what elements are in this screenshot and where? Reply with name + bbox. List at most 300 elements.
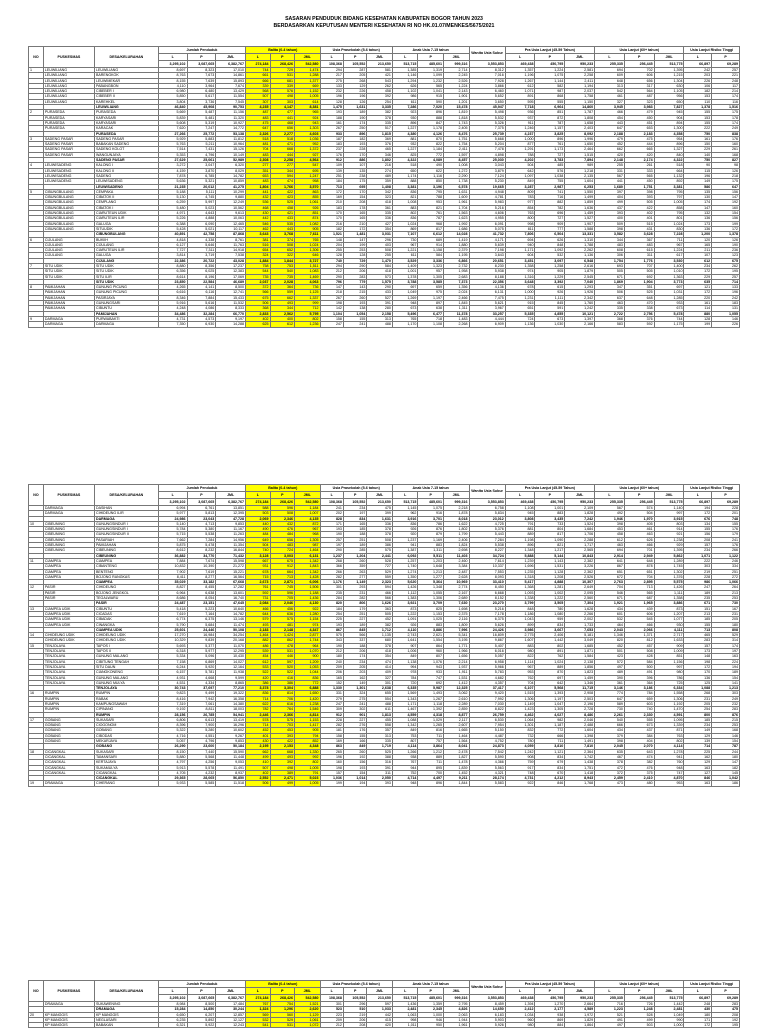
- value-cell: 3,097: [535, 258, 565, 263]
- value-cell: 386: [246, 680, 270, 685]
- value-cell: 5,977: [187, 649, 216, 654]
- column-header-balita: Balita (0-4 tahun): [246, 981, 320, 988]
- value-cell: 20,012: [187, 184, 216, 189]
- value-cell: 611: [392, 253, 418, 258]
- value-cell: 1,005: [295, 94, 321, 99]
- puskesmas-name: CIAMPEA UDIK: [43, 617, 94, 622]
- value-cell: 14,772: [216, 126, 246, 131]
- column-subheader: P: [624, 492, 654, 499]
- value-cell: 135: [684, 189, 712, 194]
- value-cell: 11,354: [216, 543, 246, 548]
- value-cell: 661: [246, 73, 270, 78]
- value-cell: 744: [654, 316, 684, 321]
- value-cell: 735: [270, 274, 294, 279]
- value-cell: 1,436: [295, 596, 321, 601]
- value-cell: 2,024: [443, 290, 469, 295]
- value-cell: 1,227: [392, 147, 418, 152]
- puskesmas-name: KP MANGGIS: [43, 1023, 94, 1028]
- value-cell: 7,286: [392, 105, 418, 110]
- value-cell: 508: [270, 511, 294, 516]
- value-cell: 1,423: [505, 707, 535, 712]
- value-cell: 1,992: [443, 221, 469, 226]
- value-cell: 750: [684, 158, 712, 163]
- value-cell: 10,390: [187, 564, 216, 569]
- value-cell: 180: [320, 654, 343, 659]
- desa-name: BABAKAN: [94, 1023, 158, 1028]
- value-cell: 483: [270, 543, 294, 548]
- desa-name: SADENG PASAR: [94, 158, 158, 163]
- value-cell: 471: [270, 142, 294, 147]
- value-cell: 504: [505, 163, 535, 168]
- value-cell: 247: [320, 322, 343, 327]
- value-cell: 1,000: [418, 1012, 444, 1017]
- value-cell: 1,136: [565, 253, 595, 258]
- value-cell: 967: [392, 242, 418, 247]
- value-cell: 957: [418, 269, 444, 274]
- value-cell: 2,268: [443, 322, 469, 327]
- value-cell: 507: [246, 94, 270, 99]
- value-cell: 3,945: [595, 105, 625, 110]
- value-cell: 1,024: [392, 221, 418, 226]
- total-value: 6,382,767: [216, 61, 246, 68]
- value-cell: 178: [712, 115, 740, 120]
- value-cell: 7,373: [443, 279, 469, 284]
- value-cell: 1,224: [654, 248, 684, 253]
- value-cell: 335: [367, 211, 393, 216]
- value-cell: 14,028: [443, 232, 469, 237]
- value-cell: 128: [343, 253, 366, 258]
- total-value: 513,775: [654, 995, 684, 1002]
- value-cell: 25,061: [187, 158, 216, 163]
- column-header-pra-usia-lanjut: Pra Usia Lanjut (45-59 Tahun): [505, 47, 594, 54]
- value-cell: 1,030: [535, 322, 565, 327]
- value-cell: 697: [392, 285, 418, 290]
- value-cell: 1,114: [505, 659, 535, 664]
- column-subheader: P: [535, 492, 565, 499]
- value-cell: 1,452: [443, 770, 469, 775]
- value-cell: 2,459: [595, 776, 625, 781]
- value-cell: 5,646: [187, 242, 216, 247]
- value-cell: 2,833: [246, 311, 270, 316]
- value-cell: 896: [654, 142, 684, 147]
- value-cell: 765: [392, 316, 418, 321]
- value-cell: 422: [624, 205, 654, 210]
- value-cell: 19,322: [216, 691, 246, 696]
- value-cell: 941: [392, 543, 418, 548]
- value-cell: 533: [246, 664, 270, 669]
- desa-name: CIANGKONENG: [94, 670, 158, 675]
- value-cell: 786: [654, 675, 684, 680]
- value-cell: 213: [712, 590, 740, 595]
- value-cell: 1,829: [565, 1017, 595, 1022]
- value-cell: 199: [320, 781, 343, 786]
- value-cell: 847: [418, 120, 444, 125]
- value-cell: 2,478: [443, 749, 469, 754]
- desa-name: MEKARJAYA: [94, 739, 158, 744]
- value-cell: 8,416: [158, 696, 187, 701]
- value-cell: 11,518: [216, 781, 246, 786]
- table-row: [29, 1023, 740, 1028]
- value-cell: 541: [246, 1023, 270, 1028]
- value-cell: 727: [367, 564, 393, 569]
- value-cell: 12,857: [216, 1012, 246, 1017]
- value-cell: 7,954: [469, 723, 505, 728]
- value-cell: 10,832: [158, 564, 187, 569]
- value-cell: 584: [367, 263, 393, 268]
- column-subheader: L: [392, 492, 418, 499]
- value-cell: 1,277: [418, 574, 444, 579]
- value-cell: 567: [595, 506, 625, 511]
- value-cell: 34,770: [187, 553, 216, 558]
- population-table-page-1: [28, 46, 740, 328]
- value-cell: 11,763: [216, 242, 246, 247]
- value-cell: 238: [343, 173, 366, 178]
- value-cell: 4,136: [469, 285, 505, 290]
- value-cell: 1,258: [535, 263, 565, 268]
- value-cell: 584: [624, 659, 654, 664]
- value-cell: 10,640: [216, 606, 246, 611]
- value-cell: 3,435: [535, 516, 565, 521]
- value-cell: 188: [343, 532, 366, 537]
- value-cell: 834: [343, 516, 366, 521]
- value-cell: 11,263: [216, 532, 246, 537]
- value-cell: 13,601: [216, 590, 246, 595]
- value-cell: 2,245: [443, 73, 469, 78]
- value-cell: 1,088: [684, 686, 712, 691]
- value-cell: 3,964: [187, 83, 216, 88]
- value-cell: 1,907: [565, 221, 595, 226]
- value-cell: 401: [246, 733, 270, 738]
- value-cell: 344: [270, 168, 294, 173]
- value-cell: 945: [654, 110, 684, 115]
- desa-name: PASIR: [94, 601, 158, 606]
- value-cell: 8,396: [158, 723, 187, 728]
- value-cell: 1,242: [505, 749, 535, 754]
- value-cell: 484: [270, 532, 294, 537]
- value-cell: 206: [343, 269, 366, 274]
- value-cell: 2,775: [505, 633, 535, 638]
- value-cell: 740: [246, 548, 270, 553]
- value-cell: 896: [418, 781, 444, 786]
- value-cell: 8,612: [158, 548, 187, 553]
- column-subheader: P: [343, 988, 366, 995]
- value-cell: 1,658: [565, 120, 595, 125]
- value-cell: 828: [320, 516, 343, 521]
- value-cell: 1,631: [343, 105, 366, 110]
- value-cell: 952: [295, 142, 321, 147]
- value-cell: 42,758: [187, 232, 216, 237]
- value-cell: 712: [295, 306, 321, 311]
- value-cell: 611: [367, 707, 393, 712]
- value-cell: 441: [595, 179, 625, 184]
- puskesmas-name: CIBUNGBULANG: [43, 226, 94, 231]
- value-cell: 2,063: [443, 1012, 469, 1017]
- value-cell: 193: [320, 622, 343, 627]
- value-cell: 479: [624, 110, 654, 115]
- value-cell: 515: [624, 221, 654, 226]
- value-cell: 1,397: [565, 316, 595, 321]
- value-cell: 559: [367, 574, 393, 579]
- value-cell: 1,878: [443, 511, 469, 516]
- value-cell: 3,866: [469, 83, 505, 88]
- value-cell: 936: [505, 110, 535, 115]
- value-cell: 190: [320, 643, 343, 648]
- value-cell: 5,230: [469, 179, 505, 184]
- value-cell: 17,270: [158, 633, 187, 638]
- value-cell: 5,188: [158, 189, 187, 194]
- value-cell: 1,000: [505, 136, 535, 141]
- value-cell: 182: [320, 226, 343, 231]
- puskesmas-name: TENJOLAYA: [43, 659, 94, 664]
- desa-name: SITU ILIR: [94, 274, 158, 279]
- value-cell: 729: [343, 258, 366, 263]
- value-cell: 3,031: [367, 232, 393, 237]
- value-cell: 980: [654, 670, 684, 675]
- total-value: 3,295,102: [158, 61, 187, 68]
- value-cell: 659: [418, 285, 444, 290]
- value-cell: 569: [246, 1012, 270, 1017]
- value-cell: 568: [246, 89, 270, 94]
- desa-name: CIBODAS: [94, 733, 158, 738]
- value-cell: 2,288: [565, 537, 595, 542]
- value-cell: 3,003: [270, 553, 294, 558]
- value-cell: 926: [535, 290, 565, 295]
- value-cell: 248: [712, 78, 740, 83]
- value-cell: 606: [624, 611, 654, 616]
- value-cell: 772: [418, 152, 444, 157]
- value-cell: 713: [684, 627, 712, 632]
- value-cell: 7,284: [469, 537, 505, 542]
- value-cell: 6,092: [392, 553, 418, 558]
- value-cell: 758: [246, 263, 270, 268]
- value-cell: 1,212: [418, 749, 444, 754]
- value-cell: 1,201: [443, 99, 469, 104]
- value-cell: 261: [624, 163, 654, 168]
- puskesmas-name: PASIR: [43, 590, 94, 595]
- value-cell: 2,411: [565, 78, 595, 83]
- value-cell: 6,235: [158, 1017, 187, 1022]
- value-cell: 915: [505, 301, 535, 306]
- desa-name: GUNUNG PICUNG: [94, 285, 158, 290]
- value-cell: 1,751: [443, 136, 469, 141]
- value-cell: 132: [684, 211, 712, 216]
- value-cell: 251: [320, 173, 343, 178]
- value-cell: 154: [712, 675, 740, 680]
- value-cell: 802: [295, 760, 321, 765]
- puskesmas-name: GOBANG: [43, 733, 94, 738]
- value-cell: 5,997: [187, 200, 216, 205]
- value-cell: 171: [684, 1017, 712, 1022]
- value-cell: 11,474: [216, 622, 246, 627]
- value-cell: 11,448: [216, 754, 246, 759]
- value-cell: 147: [684, 205, 712, 210]
- value-cell: 1,149: [343, 580, 366, 585]
- value-cell: 1,363: [654, 274, 684, 279]
- value-cell: 7,350: [158, 322, 187, 327]
- value-cell: 4,752: [469, 739, 505, 744]
- value-cell: 416: [270, 675, 294, 680]
- value-cell: 193: [343, 301, 366, 306]
- value-cell: 1,150: [565, 99, 595, 104]
- value-cell: 335: [367, 739, 393, 744]
- value-cell: 1,174: [392, 173, 418, 178]
- value-cell: 228: [320, 717, 343, 722]
- value-cell: 2,289: [443, 701, 469, 706]
- column-subheader: L: [158, 492, 187, 499]
- value-cell: 1,394: [505, 1002, 535, 1007]
- value-cell: 760: [654, 760, 684, 765]
- value-cell: 1,118: [418, 701, 444, 706]
- value-cell: 1,265: [418, 723, 444, 728]
- value-cell: 3,186: [624, 686, 654, 691]
- column-subheader: L: [392, 988, 418, 995]
- value-cell: 473: [595, 781, 625, 786]
- value-cell: 821: [535, 543, 565, 548]
- value-cell: 1,041: [418, 89, 444, 94]
- value-cell: 642: [535, 680, 565, 685]
- value-cell: 933: [418, 670, 444, 675]
- value-cell: 208: [712, 1012, 740, 1017]
- value-cell: 812: [624, 638, 654, 643]
- column-header-no: NO: [29, 981, 44, 1002]
- value-cell: 891: [505, 94, 535, 99]
- value-cell: 675: [712, 258, 740, 263]
- value-cell: 714: [246, 723, 270, 728]
- value-cell: 2,877: [295, 633, 321, 638]
- value-cell: 131: [712, 306, 740, 311]
- puskesmas-name: CIAMPEA: [43, 558, 94, 563]
- value-cell: 825: [392, 152, 418, 157]
- desa-name: SUKASARI: [94, 717, 158, 722]
- value-cell: 41,275: [216, 184, 246, 189]
- value-cell: 1,546: [295, 707, 321, 712]
- value-cell: 3,570: [295, 184, 321, 189]
- value-cell: 453: [270, 728, 294, 733]
- value-cell: 4,135: [295, 516, 321, 521]
- value-cell: 1,958: [443, 269, 469, 274]
- value-cell: 224: [712, 659, 740, 664]
- value-cell: 7,030: [469, 701, 505, 706]
- value-cell: 339: [246, 83, 270, 88]
- value-cell: 498: [270, 765, 294, 770]
- value-cell: 405: [624, 521, 654, 526]
- value-cell: 5,966: [469, 664, 505, 669]
- value-cell: 3,986: [505, 627, 535, 632]
- puskesmas-name: SITU UDIK: [43, 263, 94, 268]
- value-cell: 527: [367, 295, 393, 300]
- value-cell: 29,365: [158, 776, 187, 781]
- value-cell: 2,148: [595, 158, 625, 163]
- value-cell: 8,500: [216, 285, 246, 290]
- value-cell: 15,893: [216, 78, 246, 83]
- value-cell: 1,215: [654, 73, 684, 78]
- value-cell: 845: [535, 301, 565, 306]
- value-cell: 505: [624, 269, 654, 274]
- value-cell: 757: [418, 739, 444, 744]
- value-cell: 268: [684, 691, 712, 696]
- value-cell: 4,725: [469, 521, 505, 526]
- value-cell: 463: [595, 543, 625, 548]
- value-cell: 987: [535, 89, 565, 94]
- value-cell: 401: [624, 216, 654, 221]
- value-cell: 2,258: [270, 158, 294, 163]
- value-cell: 212: [320, 269, 343, 274]
- value-cell: 897: [418, 301, 444, 306]
- value-cell: 488: [367, 701, 393, 706]
- value-cell: 1,024: [295, 242, 321, 247]
- value-cell: 1,301: [505, 723, 535, 728]
- value-cell: 2,069: [246, 516, 270, 521]
- value-cell: 276: [343, 723, 366, 728]
- value-cell: 5,326: [469, 120, 505, 125]
- value-cell: 655: [367, 691, 393, 696]
- value-cell: 2,406: [443, 537, 469, 542]
- value-cell: 452: [595, 142, 625, 147]
- value-cell: 1,343: [392, 696, 418, 701]
- value-cell: 255: [320, 248, 343, 253]
- value-cell: 14,782: [216, 173, 246, 178]
- value-cell: 653: [624, 126, 654, 131]
- value-cell: 443: [270, 226, 294, 231]
- value-cell: 1,224: [443, 83, 469, 88]
- value-cell: 4,603: [295, 131, 321, 136]
- total-value: 3,553,853: [469, 995, 505, 1002]
- value-cell: 474: [624, 754, 654, 759]
- value-cell: 788: [505, 152, 535, 157]
- value-cell: 8,811: [187, 707, 216, 712]
- value-cell: 120: [684, 237, 712, 242]
- puskesmas-name: TENJOLAYA: [43, 664, 94, 669]
- value-cell: 363: [367, 606, 393, 611]
- row-number: 14: [29, 633, 44, 638]
- value-cell: 4,714: [392, 776, 418, 781]
- value-cell: 622: [246, 701, 270, 706]
- column-header-anak-usia: Anak Usia 7-15 tahun: [392, 981, 469, 988]
- value-cell: 7,827: [654, 105, 684, 110]
- total-value: 66,897: [684, 61, 712, 68]
- value-cell: 904: [654, 115, 684, 120]
- value-cell: 6,869: [187, 659, 216, 664]
- value-cell: 880: [684, 311, 712, 316]
- value-cell: 795: [654, 211, 684, 216]
- value-cell: 228: [712, 506, 740, 511]
- value-cell: 3,799: [505, 601, 535, 606]
- value-cell: 4,380: [392, 131, 418, 136]
- value-cell: 197: [320, 543, 343, 548]
- header-row: [29, 47, 740, 54]
- value-cell: 30,244: [216, 1007, 246, 1012]
- value-cell: 1,869: [595, 279, 625, 284]
- puskesmas-name: CIBUNGBULANG: [43, 211, 94, 216]
- value-cell: 854: [505, 205, 535, 210]
- value-cell: 706: [270, 696, 294, 701]
- value-cell: 10,149: [216, 152, 246, 157]
- value-cell: 376: [624, 316, 654, 321]
- value-cell: 5,380: [187, 527, 216, 532]
- value-cell: 1,305: [418, 274, 444, 279]
- value-cell: 695: [343, 184, 366, 189]
- value-cell: 529: [712, 633, 740, 638]
- value-cell: 730: [392, 237, 418, 242]
- value-cell: 402: [246, 316, 270, 321]
- value-cell: 2,188: [595, 131, 625, 136]
- value-cell: 1,099: [418, 73, 444, 78]
- value-cell: 33,182: [187, 580, 216, 585]
- value-cell: 1,844: [443, 781, 469, 786]
- value-cell: 1,531: [535, 564, 565, 569]
- column-header-balita: Balita (0-4 tahun): [246, 485, 320, 492]
- value-cell: 7,311: [187, 248, 216, 253]
